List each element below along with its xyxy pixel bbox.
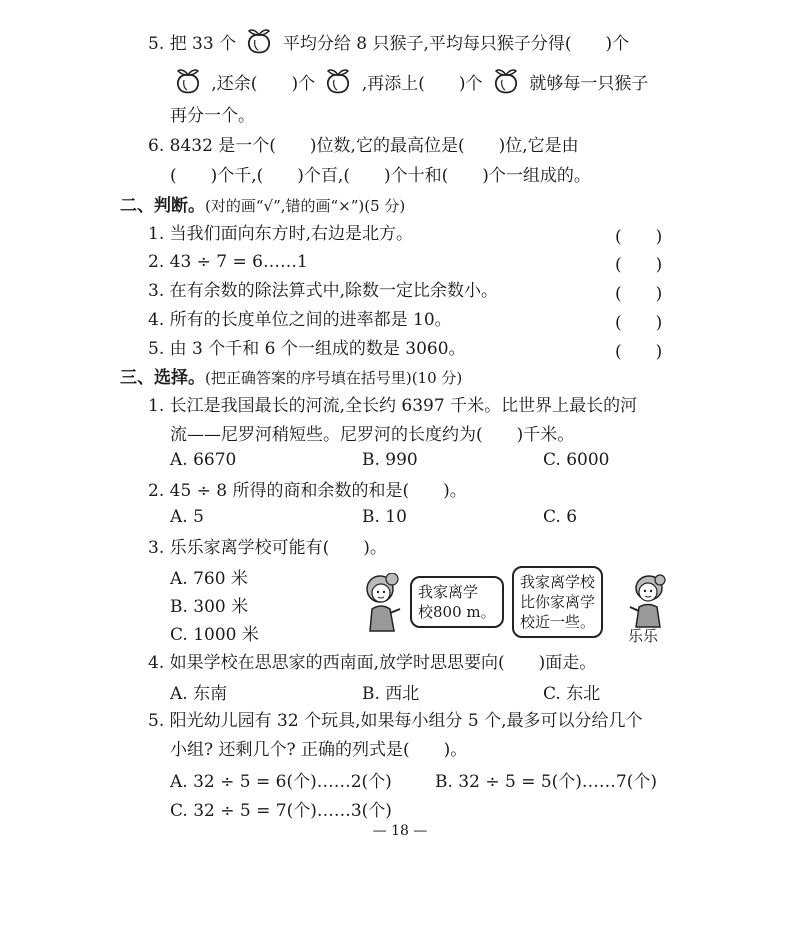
choice-q2-option-b[interactable]: B. 10: [362, 507, 407, 527]
choice-q5-option-a[interactable]: A. 32 ÷ 5 = 6(个)……2(个): [170, 772, 392, 792]
girl-left-illustration: [360, 573, 408, 633]
choice-q4-line1: 4. 如果学校在思思家的西南面,放学时思思要向( )面走。: [148, 653, 597, 673]
section3-title: 三、选择。: [120, 368, 205, 388]
bubble-left-line1: 我家离学: [418, 583, 479, 601]
q1-5-text-e: 就够每一只猴子: [529, 74, 649, 94]
choice-q1-option-a[interactable]: A. 6670: [170, 450, 237, 470]
choice-q1-line2: 流——尼罗河稍短些。尼罗河的长度约为( )千米。: [170, 425, 575, 445]
section3-heading: [120, 366, 462, 390]
choice-q5-option-b[interactable]: B. 32 ÷ 5 = 5(个)……7(个): [435, 772, 658, 792]
judge-answer-3[interactable]: ( ): [615, 284, 663, 304]
speech-bubble-left: [410, 576, 504, 628]
choice-q4-option-b[interactable]: B. 西北: [362, 684, 420, 704]
section3-note: (把正确答案的序号填在括号里)(10 分): [205, 369, 463, 387]
choice-q3-option-b[interactable]: B. 300 米: [170, 597, 249, 617]
character-name-lele: 乐乐: [628, 627, 659, 645]
choice-q5-line1: 5. 阳光幼儿园有 32 个玩具,如果每小组分 5 个,最多可以分给几个: [148, 711, 643, 731]
q1-5-text-d: ,再添上( )个: [361, 74, 483, 94]
bubble-right-line3: 校近一些。: [520, 613, 596, 631]
judge-answer-1[interactable]: ( ): [615, 227, 663, 247]
choice-q1-option-b[interactable]: B. 990: [362, 450, 418, 470]
choice-q3-option-c[interactable]: C. 1000 米: [170, 625, 259, 645]
choice-q5-option-c[interactable]: C. 32 ÷ 5 = 7(个)……3(个): [170, 801, 392, 821]
choice-q5-line2: 小组? 还剩几个? 正确的列式是( )。: [170, 740, 468, 760]
judge-item-3: 3. 在有余数的除法算式中,除数一定比余数小。: [148, 281, 499, 301]
section2-note: (对的画“√”,错的画“×”)(5 分): [205, 197, 406, 215]
choice-q4-option-c[interactable]: C. 东北: [543, 684, 601, 704]
lele-illustration: [622, 573, 672, 629]
choice-q1-line1: 1. 长江是我国最长的河流,全长约 6397 千米。比世界上最长的河: [148, 396, 638, 416]
q1-5-line1: [148, 26, 629, 63]
judge-answer-2[interactable]: ( ): [615, 255, 663, 275]
q1-5-text-b: 平均分给 8 只猴子,平均每只猴子分得( )个: [282, 34, 630, 54]
judge-item-2: 2. 43 ÷ 7 = 6……1: [148, 252, 308, 272]
q1-5-line2: [170, 66, 648, 103]
judge-item-1: 1. 当我们面向东方时,右边是北方。: [148, 224, 414, 244]
q1-6-line2: ( )个千,( )个百,( )个十和( )个一组成的。: [170, 166, 591, 186]
speech-bubble-right: [512, 566, 603, 638]
choice-q1-option-c[interactable]: C. 6000: [543, 450, 610, 470]
choice-q2-option-a[interactable]: A. 5: [170, 507, 204, 527]
choice-q4-option-a[interactable]: A. 东南: [170, 684, 228, 704]
choice-q3-line1: 3. 乐乐家离学校可能有( )。: [148, 538, 387, 558]
q1-6-line1: 6. 8432 是一个( )位数,它的最高位是( )位,它是由: [148, 136, 579, 156]
q1-5-line3: 再分一个。: [170, 106, 255, 126]
choice-q2-line1: 2. 45 ÷ 8 所得的商和余数的和是( )。: [148, 481, 467, 501]
bubble-right-line1: 我家离学校: [520, 573, 596, 591]
choice-q2-option-c[interactable]: C. 6: [543, 507, 578, 527]
section2-title: 二、判断。: [120, 196, 205, 216]
peach-icon: [173, 66, 203, 103]
q1-5-text-c: ,还余( )个: [211, 74, 316, 94]
peach-icon: [244, 26, 274, 63]
judge-answer-4[interactable]: ( ): [615, 313, 663, 333]
judge-item-4: 4. 所有的长度单位之间的进率都是 10。: [148, 310, 452, 330]
bubble-left-line2: 校800 m。: [418, 603, 496, 621]
q1-5-text-a: 5. 把 33 个: [148, 34, 237, 54]
judge-answer-5[interactable]: ( ): [615, 342, 663, 362]
peach-icon: [491, 66, 521, 103]
bubble-right-line2: 比你家离学: [520, 593, 596, 611]
section2-heading: [120, 194, 405, 218]
choice-q3-option-a[interactable]: A. 760 米: [170, 569, 248, 589]
judge-item-5: 5. 由 3 个千和 6 个一组成的数是 3060。: [148, 339, 466, 359]
page-number: — 18 —: [372, 823, 428, 839]
peach-icon: [323, 66, 353, 103]
